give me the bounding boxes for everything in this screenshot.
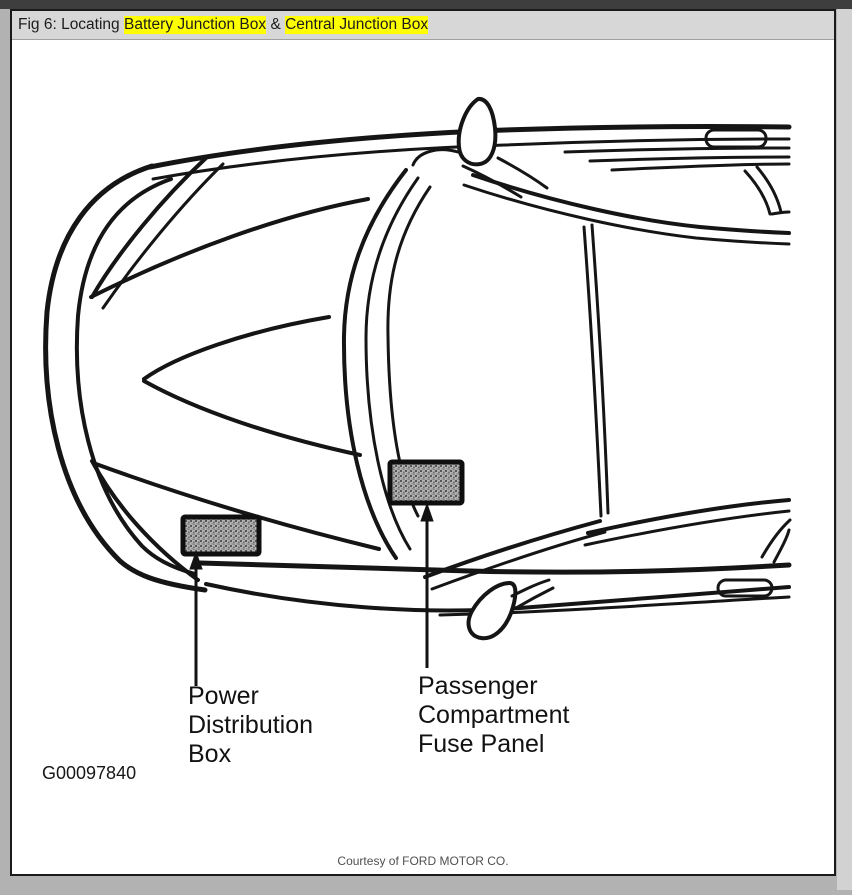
figure-panel [10, 9, 836, 876]
callout-label-line: Compartment [418, 701, 570, 729]
callout-label-line: Passenger [418, 672, 538, 700]
highlight-central-junction-box: Central Junction Box [285, 16, 429, 33]
callout-label-line: Distribution [188, 711, 314, 739]
callout-label-line: Power [188, 682, 259, 710]
window-top-bar [0, 0, 852, 9]
figure-id: G00097840 [42, 763, 137, 783]
callout-label-line: Fuse Panel [418, 730, 545, 758]
highlight-battery-junction-box: Battery Junction Box [123, 16, 267, 33]
callout-label-line: Box [188, 740, 232, 768]
figure-title-separator: & [266, 16, 286, 33]
figure-title-prefix: Fig 6: Locating [18, 16, 124, 33]
courtesy-line: Courtesy of FORD MOTOR CO. [337, 854, 509, 868]
figure-title-bar [12, 11, 834, 40]
right-margin [837, 9, 852, 890]
